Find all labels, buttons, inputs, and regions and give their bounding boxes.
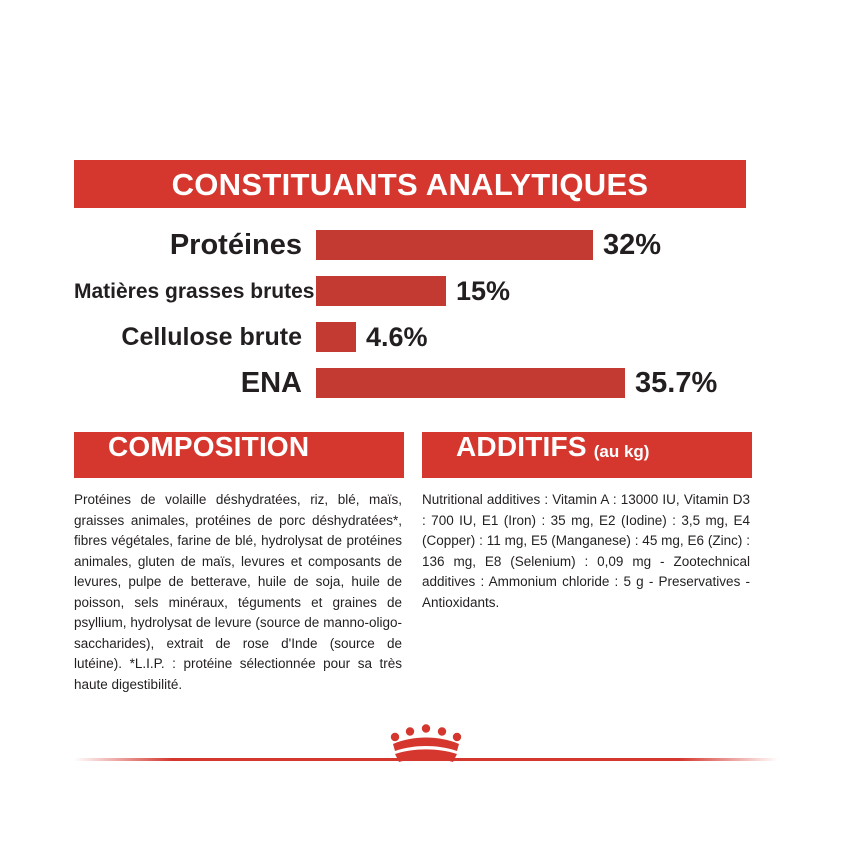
- bar-value: 4.6%: [366, 321, 428, 352]
- composition-text: Protéines de volaille déshydratées, riz, blé, maïs, graisses animales, protéines de porc déshydratées*, fibres végétales, farine de blé, hydrolysat de protéines animales, gluten de maïs, levures et composants de levures, pulpe de betterave, huile de soja, huile de poisson, sels minéraux, téguments et graines de psyllium, hydrolysat de levure (source de manno-oligo-saccharides), extrait de rose d'Inde (source de lutéine). *L.I.P. : protéine sélectionnée pour sa très haute digestibilité.: [74, 492, 402, 692]
- analytical-constituents-banner: [74, 160, 746, 208]
- bar-label: Matières grasses brutes: [74, 279, 315, 303]
- additives-text: Nutritional additives : Vitamin A : 13000 IU, Vitamin D3 : 700 IU, E1 (Iron) : 35 mg, E2 (Iodine) : 3,5 mg, E4 (Copper) : 11 mg, E5 (Manganese) : 45 mg, E6 (Zinc) : 136 mg, E8 (Selenium) : 0,09 mg - Zootechnical additives : Ammonium chloride : 5 g - Preservatives - Antioxidants.: [422, 492, 750, 610]
- analytical-constituents-title: CONSTITUANTS ANALYTIQUES: [171, 166, 649, 202]
- bar-track: [316, 368, 746, 398]
- additives-title: ADDITIFS: [456, 431, 587, 462]
- bar-value: 35.7%: [635, 366, 718, 399]
- bar-fill: [316, 230, 593, 260]
- bar-fill: [316, 276, 446, 306]
- bar-row: [74, 224, 746, 266]
- bar-track: [316, 230, 746, 260]
- bar-track: [316, 322, 746, 352]
- bar-label: Protéines: [169, 228, 302, 261]
- bar-chart: [74, 224, 746, 404]
- footer: [0, 712, 852, 802]
- composition-body: [74, 490, 404, 695]
- composition-title: COMPOSITION: [108, 431, 310, 462]
- bar-label: ENA: [240, 366, 302, 399]
- bar-value: 32%: [603, 228, 662, 261]
- bar-value: 15%: [456, 275, 511, 306]
- additives-body: [422, 490, 752, 613]
- additives-header: [422, 432, 752, 478]
- bar-track: [316, 276, 746, 306]
- bar-fill: [316, 322, 356, 352]
- bar-fill: [316, 368, 625, 398]
- additives-section: [422, 432, 752, 695]
- composition-section: [74, 432, 404, 695]
- additives-subtitle: (au kg): [593, 442, 650, 461]
- analytical-constituents-section: [74, 160, 746, 408]
- royal-canin-crown-icon: [387, 724, 465, 770]
- composition-header: [74, 432, 404, 478]
- bar-label: Cellulose brute: [121, 322, 302, 351]
- bar-row: [74, 362, 746, 404]
- bar-row: [74, 316, 746, 358]
- info-columns: [74, 432, 752, 695]
- bar-row: [74, 270, 746, 312]
